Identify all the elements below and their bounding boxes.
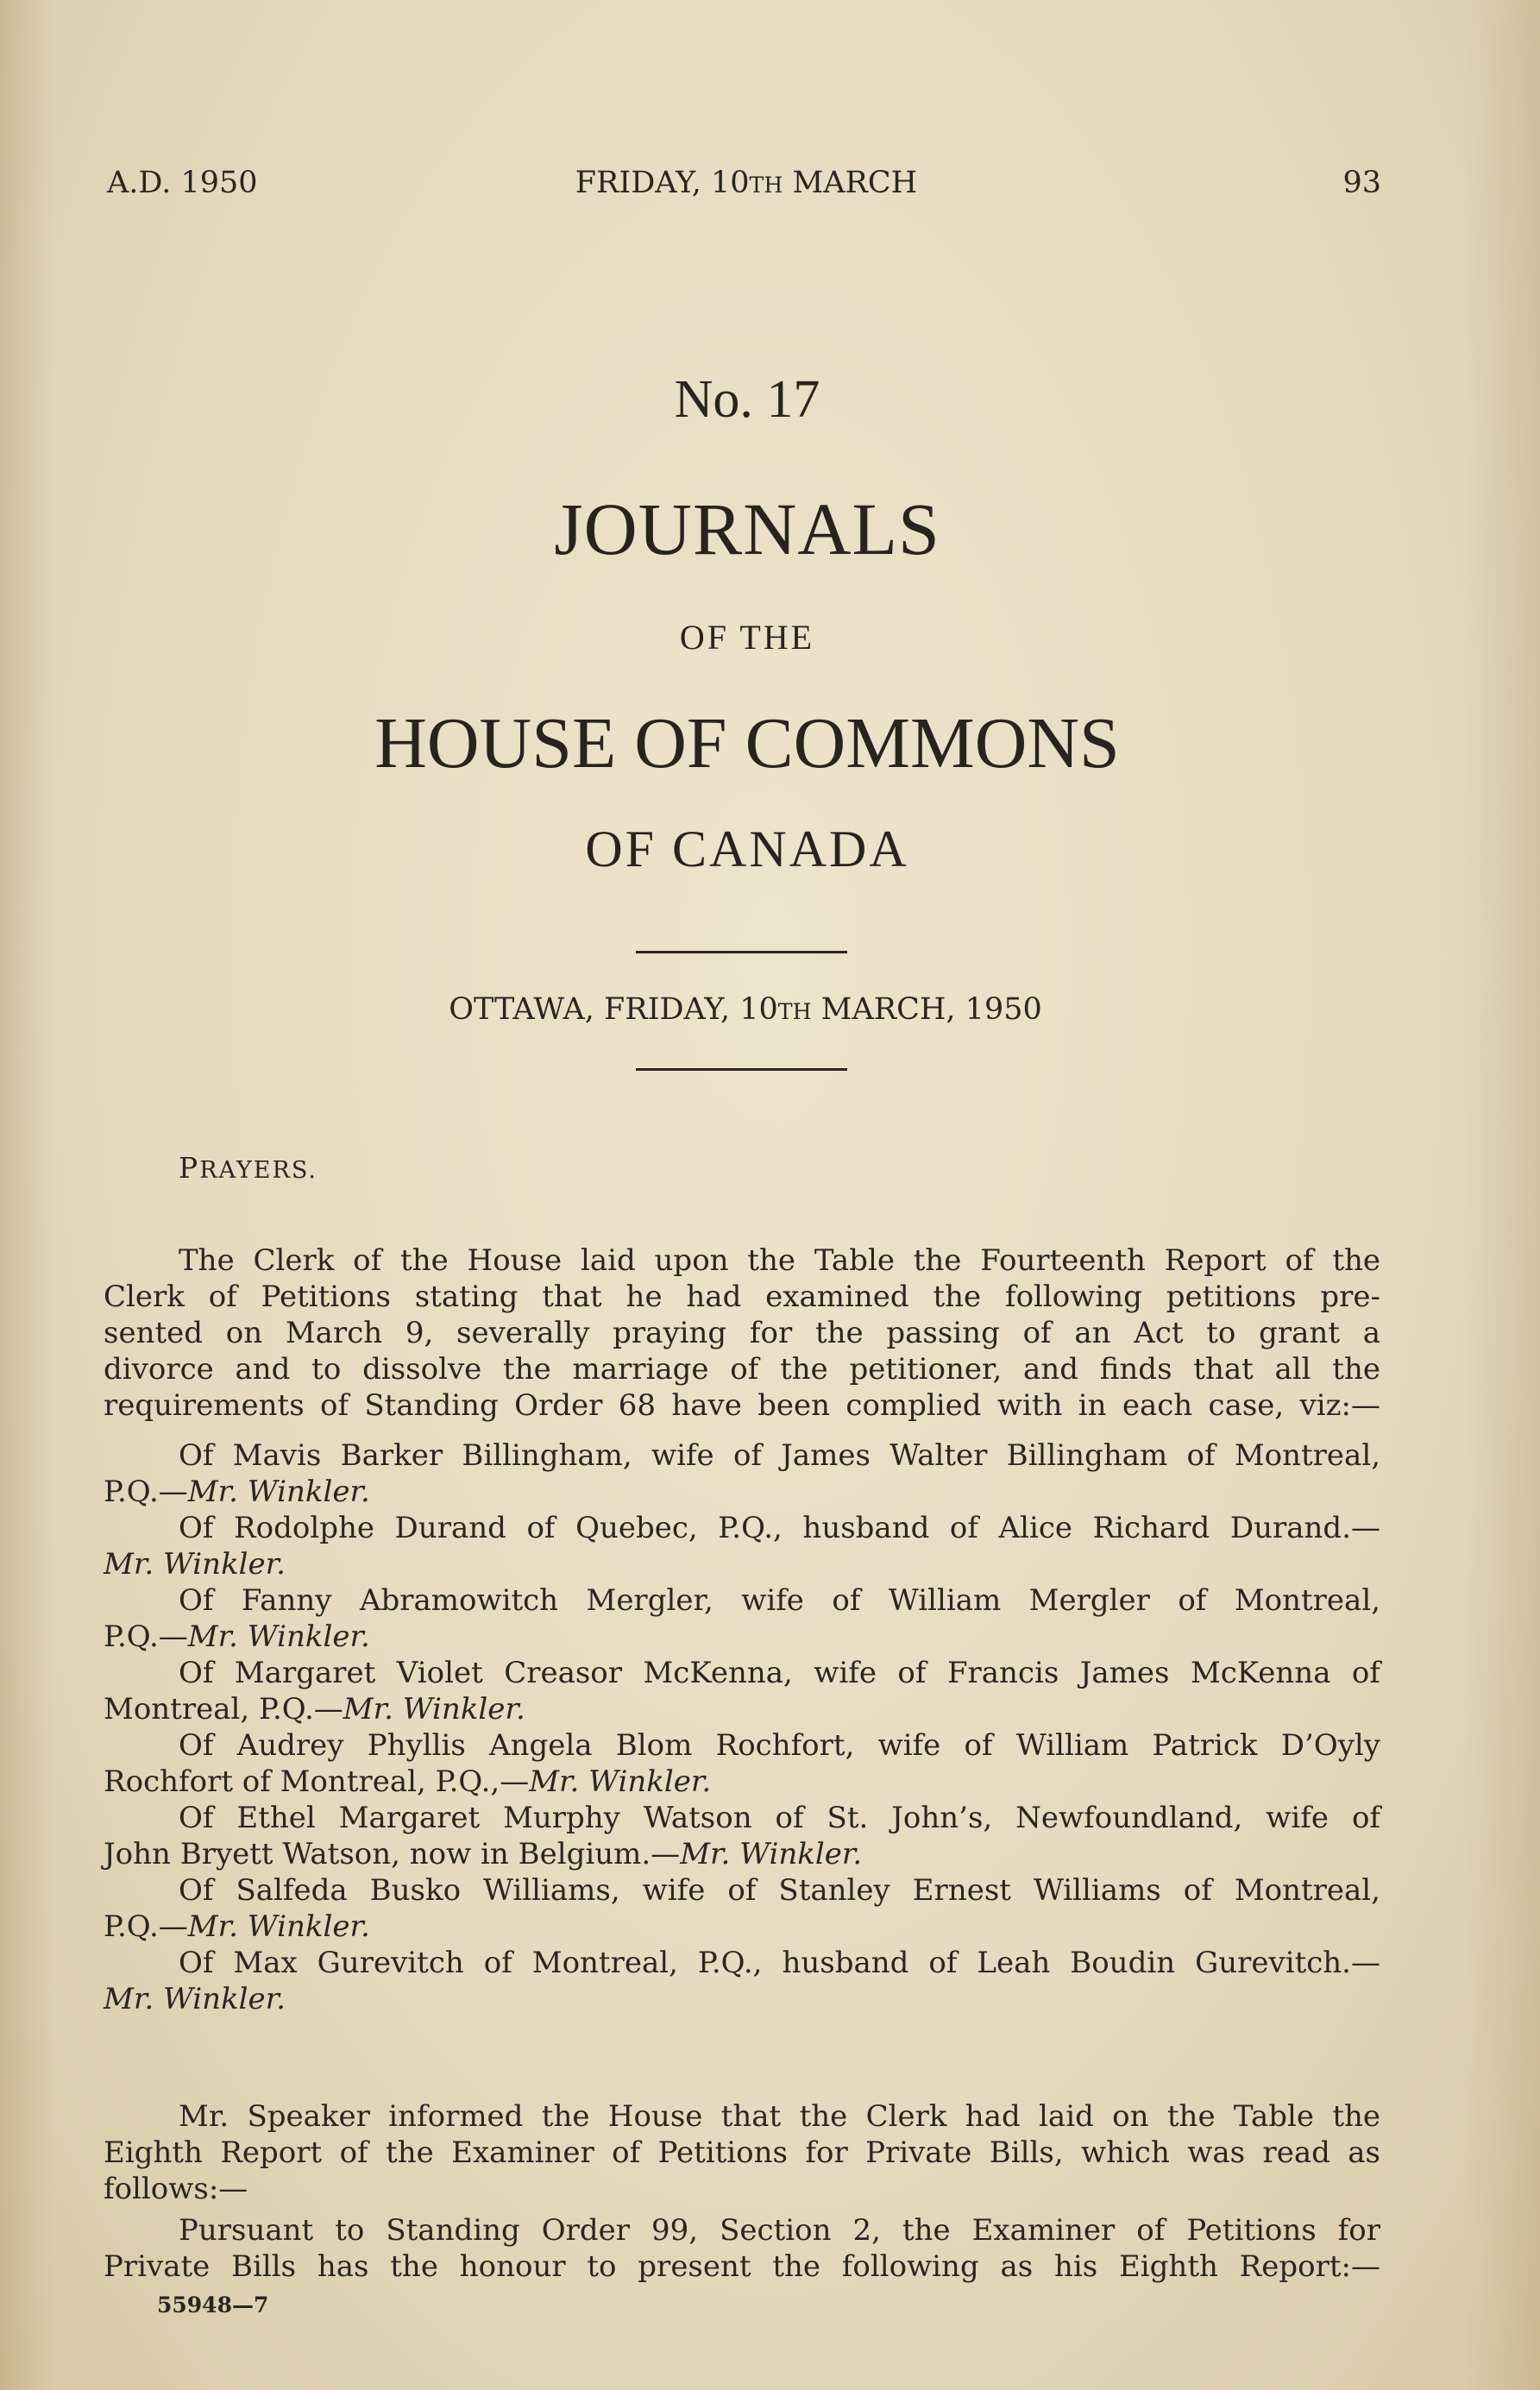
title-of-the: OF THE (679, 618, 815, 657)
report-intro-paragraph (104, 1242, 1380, 1424)
paragraph-line: Clerk of Petitions stating that he had examined the following petitions pre- (104, 1280, 1380, 1314)
member-name: Mr. Winkler. (104, 1547, 286, 1582)
petition-line (104, 1981, 1380, 2017)
issue-number: No. 17 (674, 370, 820, 429)
speaker-paragraph (104, 2098, 1380, 2207)
petition-line (104, 1691, 1380, 1727)
petition-line (104, 1909, 1380, 1945)
petition-item (104, 1872, 1380, 1945)
divider-rule (636, 951, 847, 953)
member-name: Mr. Winkler. (104, 1982, 286, 2016)
header-date: FRIDAY, 10TH MARCH (575, 166, 918, 200)
page-number: 93 (1342, 166, 1381, 200)
paragraph-line: Mr. Speaker informed the House that the Clerk had laid on the Table the (179, 2099, 1380, 2134)
petition-line: Of Margaret Violet Creasor McKenna, wife of Francis James McKenna of (179, 1656, 1380, 1690)
petition-line (104, 1474, 1380, 1510)
petition-continuation: Montreal, P.Q.— (104, 1692, 343, 1726)
petition-continuation: P.Q.— (104, 1475, 188, 1509)
paragraph-line: requirements of Standing Order 68 have been complied with in each case, viz:— (104, 1388, 1380, 1423)
paragraph-line: The Clerk of the House laid upon the Table the Fourteenth Report of the (179, 1243, 1380, 1278)
petition-item (104, 1655, 1380, 1727)
header-year: A.D. 1950 (107, 166, 258, 200)
country-title: OF CANADA (585, 821, 909, 877)
ordinal-suffix: TH (777, 999, 812, 1024)
paragraph-line: Private Bills has the honour to present the following as his Eighth Report:— (104, 2249, 1380, 2284)
petition-continuation: John Bryett Watson, now in Belgium.— (104, 1837, 681, 1871)
petition-item (104, 1582, 1380, 1655)
petition-continuation: Rochfort of Montreal, P.Q.,— (104, 1764, 530, 1799)
print-code: 55948—7 (157, 2293, 269, 2318)
examiner-paragraph (104, 2212, 1380, 2285)
petition-line: Of Max Gurevitch of Montreal, P.Q., husband of Leah Boudin Gurevitch.— (179, 1946, 1380, 1980)
masthead (143, 0, 1351, 1122)
petition-line: Of Fanny Abramowitch Mergler, wife of William Mergler of Montreal, (179, 1583, 1380, 1618)
petition-list (104, 1437, 1380, 2017)
member-name: Mr. Winkler. (187, 1475, 370, 1509)
petition-continuation: P.Q.— (104, 1909, 188, 1944)
dateline: OTTAWA, FRIDAY, 10TH MARCH, 1950 (449, 992, 1042, 1027)
petition-continuation: P.Q.— (104, 1620, 188, 1654)
paragraph-line: divorce and to dissolve the marriage of the petitioner, and finds that all the (104, 1352, 1380, 1387)
journal-title: JOURNALS (554, 487, 940, 570)
petition-line: Of Rodolphe Durand of Quebec, P.Q., husband of Alice Richard Durand.— (179, 1511, 1380, 1545)
petition-line (104, 1546, 1380, 1582)
divider-rule (636, 1068, 847, 1071)
petition-line: Of Ethel Margaret Murphy Watson of St. John’s, Newfoundland, wife of (179, 1801, 1380, 1835)
petition-item (104, 1510, 1380, 1582)
petition-line (104, 1836, 1380, 1872)
prayers-heading: PRAYERS. (179, 1151, 317, 1185)
petition-item (104, 1727, 1380, 1800)
petition-item (104, 1437, 1380, 1510)
petition-line: Of Audrey Phyllis Angela Blom Rochfort, wife of William Patrick D’Oyly (179, 1728, 1380, 1763)
paragraph-line: Eighth Report of the Examiner of Petitions for Private Bills, which was read as (104, 2135, 1380, 2170)
member-name: Mr. Winkler. (187, 1909, 370, 1944)
petition-line: Of Salfeda Busko Williams, wife of Stanley Ernest Williams of Montreal, (179, 1873, 1380, 1908)
petition-line: Of Mavis Barker Billingham, wife of James Walter Billingham of Montreal, (179, 1438, 1380, 1473)
petition-line (104, 1764, 1380, 1800)
member-name: Mr. Winkler. (680, 1837, 863, 1871)
paragraph-line: Pursuant to Standing Order 99, Section 2, the Examiner of Petitions for (179, 2213, 1380, 2248)
petition-line (104, 1619, 1380, 1655)
member-name: Mr. Winkler. (343, 1692, 525, 1726)
petition-item (104, 1800, 1380, 1872)
paragraph-line: follows:— (104, 2172, 248, 2206)
ordinal-suffix: TH (749, 173, 783, 198)
member-name: Mr. Winkler. (529, 1764, 712, 1799)
paragraph-line: sented on March 9, severally praying for the passing of an Act to grant a (104, 1316, 1380, 1350)
member-name: Mr. Winkler. (187, 1620, 370, 1654)
petition-item (104, 1945, 1380, 2017)
house-title: HOUSE OF COMMONS (374, 703, 1120, 783)
